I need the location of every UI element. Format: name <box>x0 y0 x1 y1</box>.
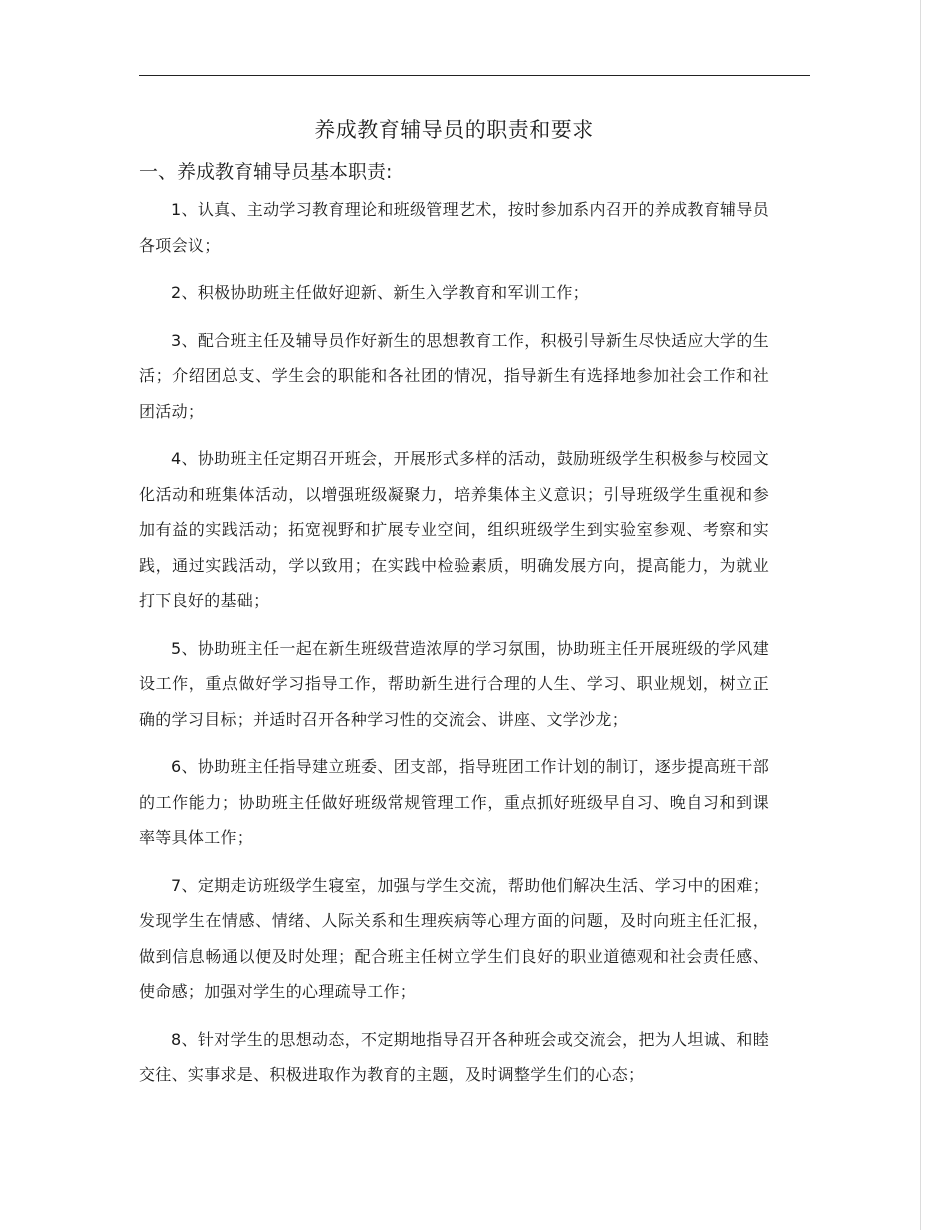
duty-item-7: 7、定期走访班级学生寝室，加强与学生交流，帮助他们解决生活、学习中的困难；发现学生在情感、情绪、人际关系和生理疾病等心理方面的问题，及时向班主任汇报，做到信息畅通以便及时处理；配合班主任树立学生们良好的职业道德观和社会责任感、使命感；加强对学生的心理疏导工作； <box>139 875 769 1001</box>
duty-item-4: 4、协助班主任定期召开班会，开展形式多样的活动，鼓励班级学生积极参与校园文化活动和班集体活动，以增强班级凝聚力，培养集体主义意识；引导班级学生重视和参加有益的实践活动；拓宽视野和扩展专业空间，组织班级学生到实验室参观、考察和实践，通过实践活动，学以致用；在实践中检验素质，明确发展方向，提高能力，为就业打下良好的基础； <box>139 449 769 610</box>
document-body <box>139 108 769 1105</box>
document-title: 养成教育辅导员的职责和要求 <box>314 118 594 142</box>
duty-item-8: 8、针对学生的思想动态，不定期地指导召开各种班会或交流会，把为人坦诚、和睦交往、实事求是、积极进取作为教育的主题，及时调整学生们的心态； <box>139 1029 769 1084</box>
duty-item-1: 1、认真、主动学习教育理论和班级管理艺术，按时参加系内召开的养成教育辅导员各项会议； <box>139 200 769 255</box>
duty-item-3: 3、配合班主任及辅导员作好新生的思想教育工作，积极引导新生尽快适应大学的生活；介绍团总支、学生会的职能和各社团的情况，指导新生有选择地参加社会工作和社团活动； <box>139 330 769 421</box>
duty-item-5: 5、协助班主任一起在新生班级营造浓厚的学习氛围，协助班主任开展班级的学风建设工作，重点做好学习指导工作，帮助新生进行合理的人生、学习、职业规划，树立正确的学习目标；并适时召开各种学习性的交流会、讲座、文学沙龙； <box>139 638 769 729</box>
header-rule <box>139 75 810 76</box>
section-heading: 一、养成教育辅导员基本职责: <box>139 161 393 183</box>
duty-item-2: 2、积极协助班主任做好迎新、新生入学教育和军训工作； <box>171 283 589 302</box>
page-edge-divider <box>920 0 921 1230</box>
duty-item-6: 6、协助班主任指导建立班委、团支部，指导班团工作计划的制订，逐步提高班干部的工作能力；协助班主任做好班级常规管理工作，重点抓好班级早自习、晚自习和到课率等具体工作； <box>139 757 769 847</box>
